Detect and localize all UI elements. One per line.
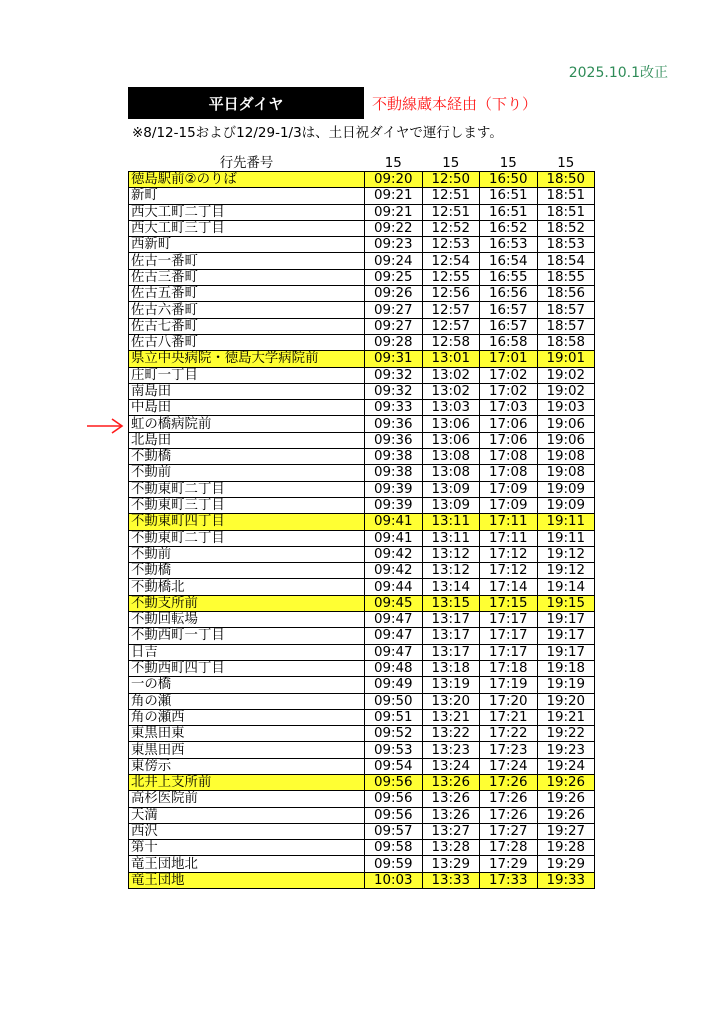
stop-name: 不動前	[129, 546, 365, 562]
departure-time: 13:23	[422, 742, 480, 758]
departure-time: 19:02	[537, 383, 595, 399]
departure-time: 17:27	[480, 823, 538, 839]
departure-time: 16:54	[480, 253, 538, 269]
timetable-row	[129, 595, 595, 611]
departure-time: 17:09	[480, 481, 538, 497]
departure-time: 13:03	[422, 400, 480, 416]
stop-name: 不動西町一丁目	[129, 628, 365, 644]
departure-time: 13:09	[422, 497, 480, 513]
departure-time: 17:26	[480, 807, 538, 823]
departure-time: 12:56	[422, 286, 480, 302]
stop-name: 不動橋北	[129, 579, 365, 595]
departure-time: 17:17	[480, 628, 538, 644]
stop-name: 角の瀬	[129, 693, 365, 709]
departure-time: 18:54	[537, 253, 595, 269]
stop-name: 高杉医院前	[129, 791, 365, 807]
stop-name: 不動東町三丁目	[129, 497, 365, 513]
timetable-row	[129, 302, 595, 318]
departure-time: 09:48	[365, 660, 423, 676]
departure-time: 19:27	[537, 823, 595, 839]
departure-time: 13:18	[422, 660, 480, 676]
departure-time: 13:19	[422, 677, 480, 693]
departure-time: 09:36	[365, 432, 423, 448]
departure-time: 09:49	[365, 677, 423, 693]
departure-time: 13:06	[422, 432, 480, 448]
departure-time: 09:25	[365, 269, 423, 285]
departure-time: 09:56	[365, 791, 423, 807]
departure-time: 09:27	[365, 302, 423, 318]
departure-time: 09:39	[365, 481, 423, 497]
departure-time: 19:33	[537, 872, 595, 888]
departure-time: 17:06	[480, 416, 538, 432]
stop-name: 第十	[129, 840, 365, 856]
timetable-row	[129, 188, 595, 204]
departure-time: 19:22	[537, 726, 595, 742]
stop-name: 一の橋	[129, 677, 365, 693]
timetable-row	[129, 774, 595, 790]
departure-time: 13:22	[422, 726, 480, 742]
departure-time: 17:20	[480, 693, 538, 709]
departure-time: 17:18	[480, 660, 538, 676]
timetable-row	[129, 253, 595, 269]
departure-time: 19:06	[537, 432, 595, 448]
timetable-header-row	[129, 154, 595, 172]
timetable-row	[129, 530, 595, 546]
right-arrow-icon	[86, 418, 124, 434]
departure-time: 13:12	[422, 563, 480, 579]
timetable-row	[129, 237, 595, 253]
stop-name: 西新町	[129, 237, 365, 253]
departure-time: 17:26	[480, 774, 538, 790]
departure-time: 18:57	[537, 318, 595, 334]
holiday-note: ※8/12-15および12/29-1/3は、土日祝ダイヤで運行します。	[132, 125, 503, 141]
departure-time: 19:12	[537, 546, 595, 562]
departure-time: 19:18	[537, 660, 595, 676]
departure-time: 09:47	[365, 628, 423, 644]
timetable-row	[129, 677, 595, 693]
departure-time: 09:36	[365, 416, 423, 432]
stop-name: 佐古三番町	[129, 269, 365, 285]
departure-time: 17:08	[480, 465, 538, 481]
departure-time: 09:41	[365, 514, 423, 530]
departure-time: 09:38	[365, 465, 423, 481]
timetable-row	[129, 204, 595, 220]
departure-time: 09:23	[365, 237, 423, 253]
departure-time: 09:33	[365, 400, 423, 416]
timetable-row	[129, 693, 595, 709]
departure-time: 12:58	[422, 334, 480, 350]
departure-time: 09:56	[365, 774, 423, 790]
departure-time: 17:26	[480, 791, 538, 807]
departure-time: 19:17	[537, 644, 595, 660]
stop-name: 新町	[129, 188, 365, 204]
departure-time: 19:26	[537, 791, 595, 807]
departure-time: 09:54	[365, 758, 423, 774]
stop-name: 県立中央病院・徳島大学病院前	[129, 351, 365, 367]
departure-time: 13:15	[422, 595, 480, 611]
departure-time: 09:26	[365, 286, 423, 302]
stop-name: 東黒田東	[129, 726, 365, 742]
schedule-type-label: 平日ダイヤ	[128, 87, 364, 119]
departure-time: 09:57	[365, 823, 423, 839]
stop-name: 西大工町二丁目	[129, 204, 365, 220]
departure-time: 12:51	[422, 188, 480, 204]
stop-column-header: 行先番号	[219, 156, 274, 171]
departure-time: 19:11	[537, 514, 595, 530]
timetable-row	[129, 269, 595, 285]
stop-name: 南島田	[129, 383, 365, 399]
stop-name: 佐古八番町	[129, 334, 365, 350]
departure-time: 16:57	[480, 318, 538, 334]
departure-time: 18:50	[537, 172, 595, 188]
departure-time: 19:20	[537, 693, 595, 709]
route-number-header: 15	[442, 156, 460, 171]
timetable-body	[129, 172, 595, 889]
departure-time: 13:26	[422, 807, 480, 823]
departure-time: 09:20	[365, 172, 423, 188]
departure-time: 09:47	[365, 612, 423, 628]
timetable-row	[129, 726, 595, 742]
stop-name: 不動東町四丁目	[129, 514, 365, 530]
departure-time: 17:15	[480, 595, 538, 611]
departure-time: 19:15	[537, 595, 595, 611]
departure-time: 13:17	[422, 644, 480, 660]
stop-name: 竜王団地	[129, 872, 365, 888]
stop-name: 虹の橋病院前	[129, 416, 365, 432]
route-number-header: 15	[557, 156, 575, 171]
departure-time: 09:50	[365, 693, 423, 709]
departure-time: 13:08	[422, 465, 480, 481]
departure-time: 17:28	[480, 840, 538, 856]
stop-name: 庄町一丁目	[129, 367, 365, 383]
departure-time: 09:38	[365, 449, 423, 465]
departure-time: 16:56	[480, 286, 538, 302]
departure-time: 18:51	[537, 188, 595, 204]
timetable	[128, 154, 595, 889]
departure-time: 09:59	[365, 856, 423, 872]
stop-name: 不動東町二丁目	[129, 530, 365, 546]
departure-time: 17:23	[480, 742, 538, 758]
departure-time: 09:58	[365, 840, 423, 856]
stop-name: 日吉	[129, 644, 365, 660]
timetable-row	[129, 432, 595, 448]
departure-time: 13:11	[422, 514, 480, 530]
stop-name: 徳島駅前②のりば	[129, 172, 365, 188]
departure-time: 09:28	[365, 334, 423, 350]
departure-time: 19:24	[537, 758, 595, 774]
timetable-row	[129, 807, 595, 823]
departure-time: 17:03	[480, 400, 538, 416]
departure-time: 17:33	[480, 872, 538, 888]
stop-name: 佐古五番町	[129, 286, 365, 302]
stop-name: 不動橋	[129, 449, 365, 465]
route-number-header: 15	[499, 156, 517, 171]
departure-time: 09:21	[365, 204, 423, 220]
departure-time: 09:41	[365, 530, 423, 546]
timetable-row	[129, 840, 595, 856]
departure-time: 12:51	[422, 204, 480, 220]
departure-time: 12:57	[422, 302, 480, 318]
departure-time: 13:27	[422, 823, 480, 839]
departure-time: 19:12	[537, 563, 595, 579]
departure-time: 17:21	[480, 709, 538, 725]
departure-time: 09:24	[365, 253, 423, 269]
departure-time: 19:29	[537, 856, 595, 872]
departure-time: 16:52	[480, 220, 538, 236]
timetable-row	[129, 579, 595, 595]
departure-time: 12:57	[422, 318, 480, 334]
departure-time: 16:51	[480, 204, 538, 220]
revision-date: 2025.10.1改正	[568, 65, 668, 81]
departure-time: 17:29	[480, 856, 538, 872]
departure-time: 19:06	[537, 416, 595, 432]
departure-time: 13:17	[422, 612, 480, 628]
stop-name: 不動西町四丁目	[129, 660, 365, 676]
departure-time: 18:55	[537, 269, 595, 285]
departure-time: 17:17	[480, 612, 538, 628]
departure-time: 17:24	[480, 758, 538, 774]
stop-name: 西大工町三丁目	[129, 220, 365, 236]
departure-time: 09:32	[365, 367, 423, 383]
timetable-row	[129, 220, 595, 236]
departure-time: 17:02	[480, 367, 538, 383]
stop-name: 東黒田西	[129, 742, 365, 758]
timetable-row	[129, 383, 595, 399]
departure-time: 18:51	[537, 204, 595, 220]
stop-name: 角の瀬西	[129, 709, 365, 725]
departure-time: 09:45	[365, 595, 423, 611]
departure-time: 09:32	[365, 383, 423, 399]
departure-time: 13:02	[422, 383, 480, 399]
departure-time: 12:54	[422, 253, 480, 269]
departure-time: 13:29	[422, 856, 480, 872]
timetable-row	[129, 660, 595, 676]
departure-time: 09:47	[365, 644, 423, 660]
stop-name: 不動前	[129, 465, 365, 481]
stop-name: 西沢	[129, 823, 365, 839]
departure-time: 19:09	[537, 481, 595, 497]
departure-time: 13:26	[422, 791, 480, 807]
timetable-row	[129, 286, 595, 302]
timetable-row	[129, 709, 595, 725]
departure-time: 17:17	[480, 644, 538, 660]
departure-time: 13:12	[422, 546, 480, 562]
timetable-row	[129, 758, 595, 774]
stop-name: 不動橋	[129, 563, 365, 579]
departure-time: 09:44	[365, 579, 423, 595]
departure-time: 19:08	[537, 449, 595, 465]
departure-time: 19:02	[537, 367, 595, 383]
stop-name: 不動支所前	[129, 595, 365, 611]
stop-name: 佐古六番町	[129, 302, 365, 318]
timetable-row	[129, 481, 595, 497]
stop-name: 北井上支所前	[129, 774, 365, 790]
departure-time: 13:09	[422, 481, 480, 497]
timetable-row	[129, 465, 595, 481]
departure-time: 17:02	[480, 383, 538, 399]
departure-time: 19:26	[537, 774, 595, 790]
departure-time: 17:08	[480, 449, 538, 465]
timetable-row	[129, 742, 595, 758]
departure-time: 13:02	[422, 367, 480, 383]
departure-time: 12:50	[422, 172, 480, 188]
stop-name: 中島田	[129, 400, 365, 416]
stop-name: 竜王団地北	[129, 856, 365, 872]
departure-time: 18:53	[537, 237, 595, 253]
departure-time: 17:09	[480, 497, 538, 513]
timetable-row	[129, 416, 595, 432]
stop-name: 不動東町二丁目	[129, 481, 365, 497]
departure-time: 18:52	[537, 220, 595, 236]
departure-time: 19:26	[537, 807, 595, 823]
departure-time: 13:24	[422, 758, 480, 774]
departure-time: 19:17	[537, 612, 595, 628]
departure-time: 17:12	[480, 546, 538, 562]
timetable-row	[129, 612, 595, 628]
timetable-row	[129, 318, 595, 334]
stop-name: 東傍示	[129, 758, 365, 774]
timetable-row	[129, 514, 595, 530]
departure-time: 13:06	[422, 416, 480, 432]
departure-time: 16:55	[480, 269, 538, 285]
departure-time: 13:08	[422, 449, 480, 465]
departure-time: 17:22	[480, 726, 538, 742]
timetable-row	[129, 563, 595, 579]
departure-time: 13:21	[422, 709, 480, 725]
departure-time: 13:26	[422, 774, 480, 790]
departure-time: 19:23	[537, 742, 595, 758]
timetable-row	[129, 367, 595, 383]
departure-time: 09:51	[365, 709, 423, 725]
departure-time: 19:14	[537, 579, 595, 595]
departure-time: 19:03	[537, 400, 595, 416]
departure-time: 10:03	[365, 872, 423, 888]
departure-time: 13:11	[422, 530, 480, 546]
timetable-row	[129, 546, 595, 562]
departure-time: 09:31	[365, 351, 423, 367]
stop-name: 佐古一番町	[129, 253, 365, 269]
timetable-row	[129, 449, 595, 465]
timetable-row	[129, 791, 595, 807]
timetable-row	[129, 628, 595, 644]
departure-time: 19:09	[537, 497, 595, 513]
departure-time: 12:53	[422, 237, 480, 253]
departure-time: 16:53	[480, 237, 538, 253]
route-number-header: 15	[384, 156, 402, 171]
timetable-row	[129, 351, 595, 367]
departure-time: 18:57	[537, 302, 595, 318]
departure-time: 19:19	[537, 677, 595, 693]
departure-time: 12:52	[422, 220, 480, 236]
departure-time: 16:58	[480, 334, 538, 350]
departure-time: 19:17	[537, 628, 595, 644]
departure-time: 13:01	[422, 351, 480, 367]
timetable-row	[129, 400, 595, 416]
departure-time: 17:11	[480, 514, 538, 530]
departure-time: 17:19	[480, 677, 538, 693]
departure-time: 09:42	[365, 563, 423, 579]
stop-name: 佐古七番町	[129, 318, 365, 334]
departure-time: 18:58	[537, 334, 595, 350]
departure-time: 19:21	[537, 709, 595, 725]
route-name: 不動線蔵本経由（下り）	[372, 95, 538, 113]
departure-time: 19:01	[537, 351, 595, 367]
departure-time: 17:14	[480, 579, 538, 595]
departure-time: 16:50	[480, 172, 538, 188]
departure-time: 19:08	[537, 465, 595, 481]
stop-name: 天満	[129, 807, 365, 823]
departure-time: 09:21	[365, 188, 423, 204]
timetable-row	[129, 856, 595, 872]
departure-time: 13:28	[422, 840, 480, 856]
timetable-row	[129, 644, 595, 660]
departure-time: 16:51	[480, 188, 538, 204]
departure-time: 17:11	[480, 530, 538, 546]
departure-time: 17:12	[480, 563, 538, 579]
stop-name: 北島田	[129, 432, 365, 448]
departure-time: 16:57	[480, 302, 538, 318]
departure-time: 13:20	[422, 693, 480, 709]
departure-time: 09:53	[365, 742, 423, 758]
departure-time: 13:14	[422, 579, 480, 595]
departure-time: 18:56	[537, 286, 595, 302]
departure-time: 17:06	[480, 432, 538, 448]
departure-time: 13:33	[422, 872, 480, 888]
timetable-row	[129, 872, 595, 888]
departure-time: 17:01	[480, 351, 538, 367]
departure-time: 13:17	[422, 628, 480, 644]
departure-time: 19:28	[537, 840, 595, 856]
departure-time: 09:22	[365, 220, 423, 236]
departure-time: 09:39	[365, 497, 423, 513]
departure-time: 12:55	[422, 269, 480, 285]
departure-time: 19:11	[537, 530, 595, 546]
stop-name: 不動回転場	[129, 612, 365, 628]
departure-time: 09:27	[365, 318, 423, 334]
timetable-row	[129, 334, 595, 350]
timetable-row	[129, 823, 595, 839]
timetable-row	[129, 172, 595, 188]
timetable-row	[129, 497, 595, 513]
departure-time: 09:56	[365, 807, 423, 823]
departure-time: 09:42	[365, 546, 423, 562]
departure-time: 09:52	[365, 726, 423, 742]
